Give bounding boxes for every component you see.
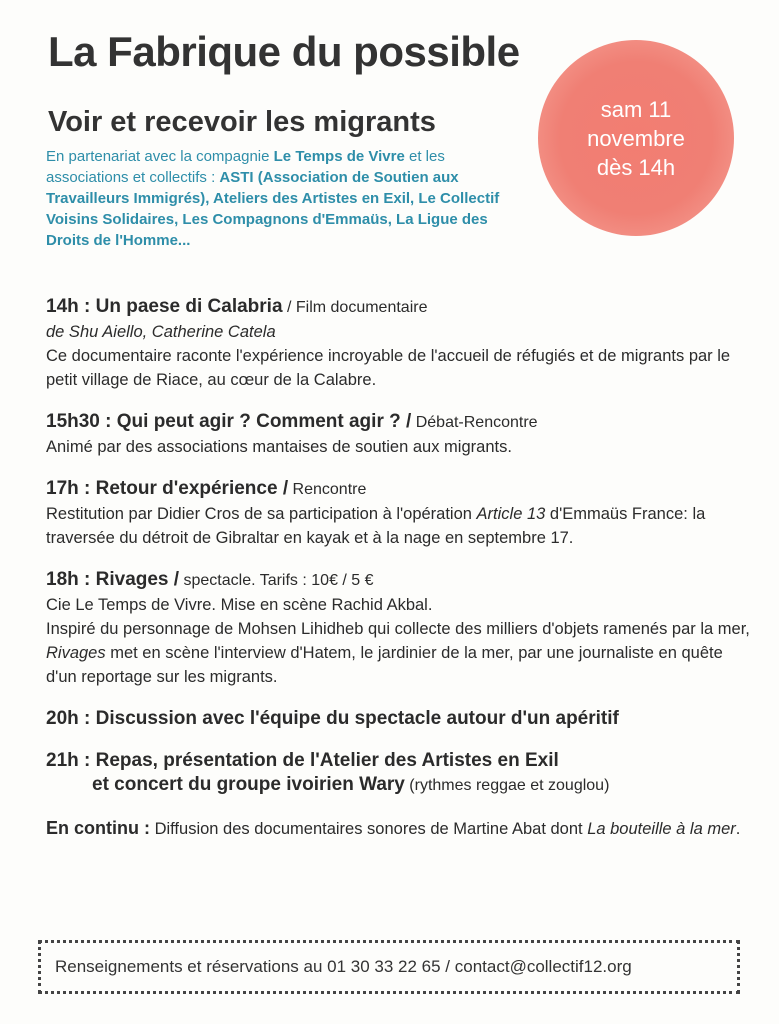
badge-month: novembre	[587, 125, 685, 151]
item-heading	[46, 749, 756, 773]
item-heading-continued	[46, 773, 756, 798]
item-note: (rythmes reggae et zouglou)	[404, 777, 610, 794]
program-item-continu	[46, 816, 756, 841]
item-description: Ce documentaire raconte l'expérience incroyable de l'accueil de réfugiés et de migrants par le petit village de Riace, au cœur de la Calabre.	[46, 347, 731, 389]
partners-intro: En partenariat avec la compagnie	[46, 148, 274, 165]
program-item-15h30	[46, 410, 756, 459]
badge-day: sam 11	[600, 96, 672, 122]
item-heading	[46, 295, 756, 320]
page-title: La Fabrique du possible	[48, 28, 520, 75]
program-item-14h	[46, 295, 756, 392]
program-list	[46, 295, 756, 859]
item-description	[46, 816, 756, 841]
item-title: 17h : Retour d'expérience /	[46, 478, 289, 499]
partners-mid: et les associations et collectifs :	[46, 148, 445, 186]
item-description: Animé par des associations mantaises de soutien aux migrants.	[46, 438, 512, 456]
item-credits: Cie Le Temps de Vivre. Mise en scène Rachid Akbal.	[46, 596, 433, 614]
item-credits	[46, 320, 756, 344]
item-heading	[46, 707, 756, 731]
item-credits-italic: de Shu Aiello, Catherine Catela	[46, 323, 276, 341]
partners-text	[46, 146, 526, 251]
item-kind: Rencontre	[288, 481, 367, 498]
item-label: En continu :	[46, 818, 150, 838]
item-title: 20h : Discussion avec l'équipe du spectacle autour d'un apéritif	[46, 708, 619, 729]
item-title-continued: et concert du groupe ivoirien Wary	[92, 774, 405, 795]
desc-italic: Article 13	[476, 505, 546, 523]
item-heading	[46, 410, 756, 435]
page-subtitle: Voir et recevoir les migrants	[48, 106, 436, 138]
program-item-20h	[46, 707, 756, 731]
item-title: 21h : Repas, présentation de l'Atelier des Artistes en Exil	[46, 750, 559, 771]
item-kind: spectacle. Tarifs : 10€ / 5 €	[179, 572, 374, 589]
desc-part-a: Inspiré du personnage de Mohsen Lihidheb qui collecte des milliers d'objets ramenés par la mer,	[46, 620, 750, 638]
item-title: 18h : Rivages /	[46, 569, 180, 590]
partners-list: ASTI (Association de Soutien aux Travailleurs Immigrés), Ateliers des Artistes en Exil, Le Collectif Voisins Solidaires, Les Compagnons d'Emmaüs, La Ligue des Droits de l'Homme...	[46, 169, 500, 249]
desc-italic: Rivages	[46, 644, 106, 662]
item-description	[46, 617, 756, 689]
program-item-17h	[46, 477, 756, 550]
desc-part-b: .	[735, 820, 741, 838]
partners-company: Le Temps de Vivre	[273, 148, 405, 165]
desc-part-a: Restitution par Didier Cros de sa participation à l'opération	[46, 505, 477, 523]
item-title: 15h30 : Qui peut agir ? Comment agir ? /	[46, 411, 412, 432]
item-heading	[46, 477, 756, 502]
item-kind: / Film documentaire	[282, 299, 428, 316]
desc-part-b: met en scène l'interview d'Hatem, le jardinier de la mer, par une journaliste en quête d'un reportage sur les migrants.	[46, 644, 723, 686]
item-heading	[46, 568, 756, 593]
contact-info: Renseignements et réservations au 01 30 33 22 65 / contact@collectif12.org	[55, 957, 632, 976]
program-item-18h	[46, 568, 756, 689]
badge-time: dès 14h	[596, 154, 676, 180]
item-description	[46, 502, 756, 550]
desc-italic: La bouteille à la mer	[587, 820, 736, 838]
desc-part-b: d'Emmaüs France: la traversée du détroit de Gibraltar en kayak et à la nage en septembre 17.	[46, 505, 706, 547]
date-badge	[538, 40, 734, 236]
desc-part-a: Diffusion des documentaires sonores de Martine Abat dont	[149, 820, 588, 838]
contact-box	[38, 940, 740, 994]
item-title: 14h : Un paese di Calabria	[46, 296, 283, 317]
item-kind: Débat-Rencontre	[411, 414, 538, 431]
program-item-21h	[46, 749, 756, 798]
